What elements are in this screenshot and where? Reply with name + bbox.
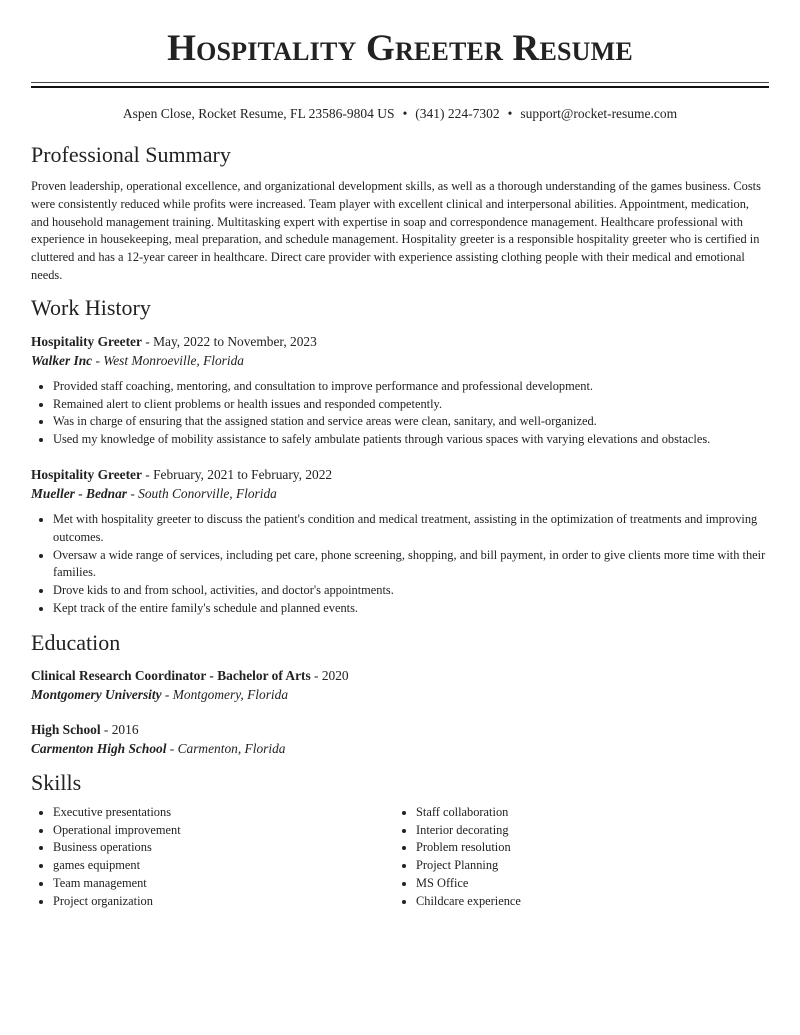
education-location: Montgomery, Florida (172, 686, 289, 702)
skill-item: • Project Planning (416, 857, 769, 875)
skill-item: • Childcare experience (416, 893, 769, 911)
job-employer: Mueller - Bednar - South Conorville, Florida (31, 485, 277, 501)
job-company: Mueller - Bednar (31, 485, 127, 501)
skill-item: • Team management (53, 875, 394, 893)
education-year: 2016 (111, 721, 139, 737)
skill-item: • Interior decorating (416, 822, 769, 840)
list-item: • Oversaw a wide range of services, including pet care, phone screening, shopping, and bill payment, in order to give clients more time with their families. (53, 547, 769, 583)
contact-address: Aspen Close, Rocket Resume, FL 23586-9804 US (122, 106, 395, 121)
skill-item: • Operational improvement (53, 822, 394, 840)
contact-phone: (341) 224-7302 (415, 106, 500, 121)
bullet-separator: • (402, 106, 408, 121)
education-entry (31, 666, 769, 704)
education-school-line: Carmenton High School - Carmenton, Florida (31, 740, 286, 756)
skills-grid (31, 804, 769, 911)
job-bullets (31, 511, 769, 618)
job-heading: Hospitality Greeter - February, 2021 to February, 2022 (31, 466, 333, 482)
job-employer: Walker Inc - West Monroeville, Florida (31, 352, 245, 368)
list-item: • Met with hospitality greeter to discuss the patient's condition and medical treatment, assisting in the optimization of treatments and improving outcomes. (53, 511, 769, 547)
summary-section (31, 141, 769, 285)
skill-item: • Executive presentations (53, 804, 394, 822)
summary-text: Proven leadership, operational excellence, and organizational development skills, as well as a thorough understanding of the games business. Costs were consistently reduced while profits were increased. Team player with excellent clinical and interpersonal abilities. Appointment, medication, and household management training. Multitasking expert with expertise in soap and correspondence management. Healthcare professional with experience in housekeeping, meal preparation, and schedule management. Hospitality greeter is a responsible hospitality greeter who is certified in cluttered and has a 12-year career in healthcare. Direct care provider with experience assisting clothing people with their medical and emotional needs. (31, 179, 761, 282)
contact-email: support@rocket-resume.com (520, 106, 678, 121)
job-dates: May, 2022 to November, 2023 (153, 333, 317, 349)
job-company: Walker Inc (31, 352, 93, 368)
job-location: West Monroeville, Florida (103, 352, 245, 368)
education-school-line: Montgomery University - Montgomery, Florida (31, 686, 289, 702)
skill-item: • Business operations (53, 839, 394, 857)
contact-line (31, 105, 769, 123)
skill-item: • Project organization (53, 893, 394, 911)
section-title-work-history: Work History (31, 294, 151, 320)
resume-title: Hospitality Greeter Resume (167, 28, 633, 69)
education-degree: High School (31, 721, 101, 737)
list-item: • Remained alert to client problems or health issues and responded competently. (53, 396, 769, 414)
education-section (31, 629, 769, 758)
list-item: • Provided staff coaching, mentoring, and consultation to improve performance and professional development. (53, 378, 769, 396)
section-title-education: Education (31, 629, 121, 655)
job-title: Hospitality Greeter (31, 333, 142, 349)
skill-item: • MS Office (416, 875, 769, 893)
list-item: • Used my knowledge of mobility assistance to safely ambulate patients through various spaces with varying elevations and obstacles. (53, 431, 769, 449)
skills-section (31, 769, 769, 911)
skills-list-right (394, 804, 769, 911)
title-double-rule (31, 82, 769, 88)
job-heading: Hospitality Greeter - May, 2022 to November, 2023 (31, 333, 317, 349)
education-location: Carmenton, Florida (177, 740, 286, 756)
education-entry (31, 720, 769, 758)
education-school: Montgomery University (31, 686, 162, 702)
skill-item: • games equipment (53, 857, 394, 875)
work-history-section (31, 294, 769, 618)
education-year: 2020 (321, 667, 349, 683)
job-bullets (31, 378, 769, 449)
education-degree: Clinical Research Coordinator - Bachelor of Arts (31, 667, 311, 683)
bullet-separator: • (507, 106, 513, 121)
rule-thick (31, 86, 769, 88)
skill-item: • Problem resolution (416, 839, 769, 857)
section-title-skills: Skills (31, 769, 82, 795)
job-dates: February, 2021 to February, 2022 (153, 466, 333, 482)
education-degree-line: Clinical Research Coordinator - Bachelor of Arts - 2020 (31, 667, 349, 683)
skill-item: • Staff collaboration (416, 804, 769, 822)
education-school: Carmenton High School (31, 740, 167, 756)
section-title-summary: Professional Summary (31, 142, 231, 167)
job-location: South Conorville, Florida (138, 485, 277, 501)
job-title: Hospitality Greeter (31, 466, 142, 482)
education-degree-line: High School - 2016 (31, 721, 139, 737)
skills-list-left (31, 804, 394, 911)
list-item: • Was in charge of ensuring that the assigned station and service areas were clean, sanitary, and well-organized. (53, 413, 769, 431)
job-entry (31, 465, 769, 618)
list-item: • Kept track of the entire family's schedule and planned events. (53, 600, 769, 618)
list-item: • Drove kids to and from school, activities, and doctor's appointments. (53, 582, 769, 600)
job-entry (31, 332, 769, 449)
